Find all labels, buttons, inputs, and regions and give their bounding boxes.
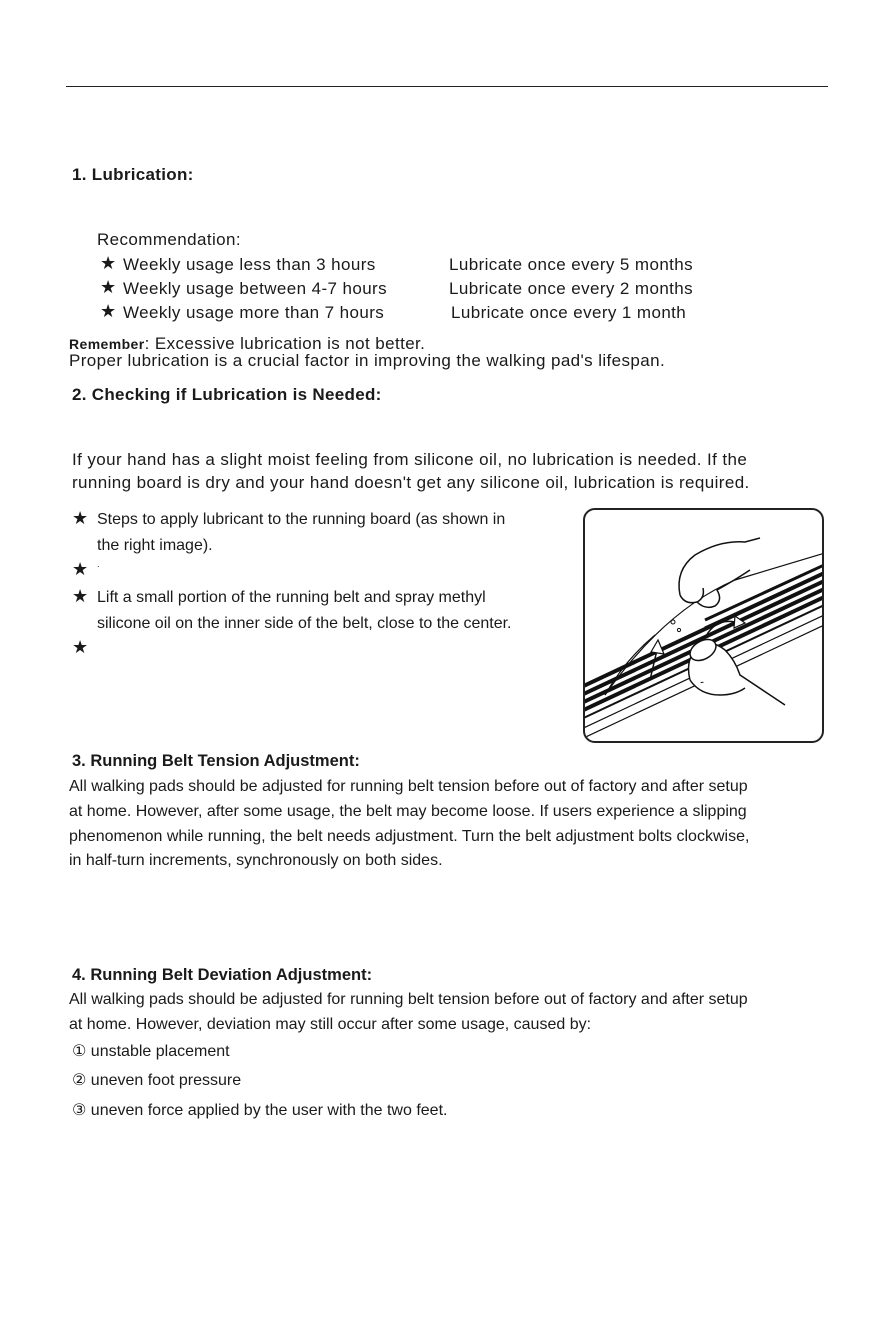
interval-text: Lubricate once every 1 month [451, 303, 687, 322]
step-text: . [97, 559, 100, 569]
tension-line: at home. However, after some usage, the belt may become loose. If users experience a slipping [69, 803, 747, 820]
step-text: silicone oil on the inner side of the belt, close to the center. [97, 615, 512, 632]
usage-text: Weekly usage less than 3 hours [123, 255, 376, 274]
star-icon: ★ [72, 559, 89, 579]
deviation-line: at home. However, deviation may still occur after some usage, caused by: [69, 1016, 592, 1033]
cause-item [72, 1100, 447, 1120]
section-heading-checking: 2. Checking if Lubrication is Needed: [72, 385, 382, 404]
cause-text: uneven force applied by the user with the two feet. [90, 1102, 448, 1119]
remember-text: : Excessive lubrication is not better. [144, 334, 426, 353]
tension-line: in half-turn increments, synchronously on both sides. [69, 852, 443, 869]
section-heading-tension: 3. Running Belt Tension Adjustment: [72, 752, 360, 770]
interval-text: Lubricate once every 2 months [449, 279, 694, 298]
star-icon: ★ [72, 637, 89, 657]
deviation-line: All walking pads should be adjusted for running belt tension before out of factory and after setup [69, 991, 748, 1008]
cause-text: uneven foot pressure [90, 1072, 242, 1089]
usage-text: Weekly usage more than 7 hours [123, 303, 385, 322]
star-icon: ★ [72, 508, 89, 528]
recommendation-label: Recommendation: [97, 230, 241, 249]
star-icon: ★ [100, 253, 117, 273]
step-text: Steps to apply lubricant to the running board (as shown in [97, 511, 506, 528]
cause-item [72, 1070, 241, 1090]
section-heading-lubrication: 1. Lubrication: [72, 165, 194, 184]
cause-item [72, 1041, 230, 1061]
lubrication-illustration [583, 508, 824, 743]
cause-number: ① [72, 1043, 87, 1060]
cause-number: ③ [72, 1102, 87, 1119]
star-icon: ★ [72, 586, 89, 606]
section-heading-deviation: 4. Running Belt Deviation Adjustment: [72, 966, 373, 984]
step-text: the right image). [97, 537, 213, 554]
interval-text: Lubricate once every 5 months [449, 255, 694, 274]
checking-para-line: running board is dry and your hand doesn't get any silicone oil, lubrication is required. [72, 473, 750, 492]
proper-text: Proper lubrication is a crucial factor in improving the walking pad's lifespan. [69, 351, 666, 370]
cause-text: unstable placement [90, 1043, 230, 1060]
checking-para-line: If your hand has a slight moist feeling from silicone oil, no lubrication is needed. If the [72, 450, 748, 469]
remember-label: Remember [69, 336, 145, 352]
star-icon: ★ [100, 301, 117, 321]
star-icon: ★ [100, 277, 117, 297]
tension-line: All walking pads should be adjusted for running belt tension before out of factory and after setup [69, 778, 748, 795]
header-rule [66, 86, 828, 87]
cause-number: ② [72, 1072, 87, 1089]
usage-text: Weekly usage between 4-7 hours [123, 279, 388, 298]
tension-line: phenomenon while running, the belt needs adjustment. Turn the belt adjustment bolts clockwise, [69, 828, 750, 845]
step-text: Lift a small portion of the running belt and spray methyl [97, 589, 486, 606]
